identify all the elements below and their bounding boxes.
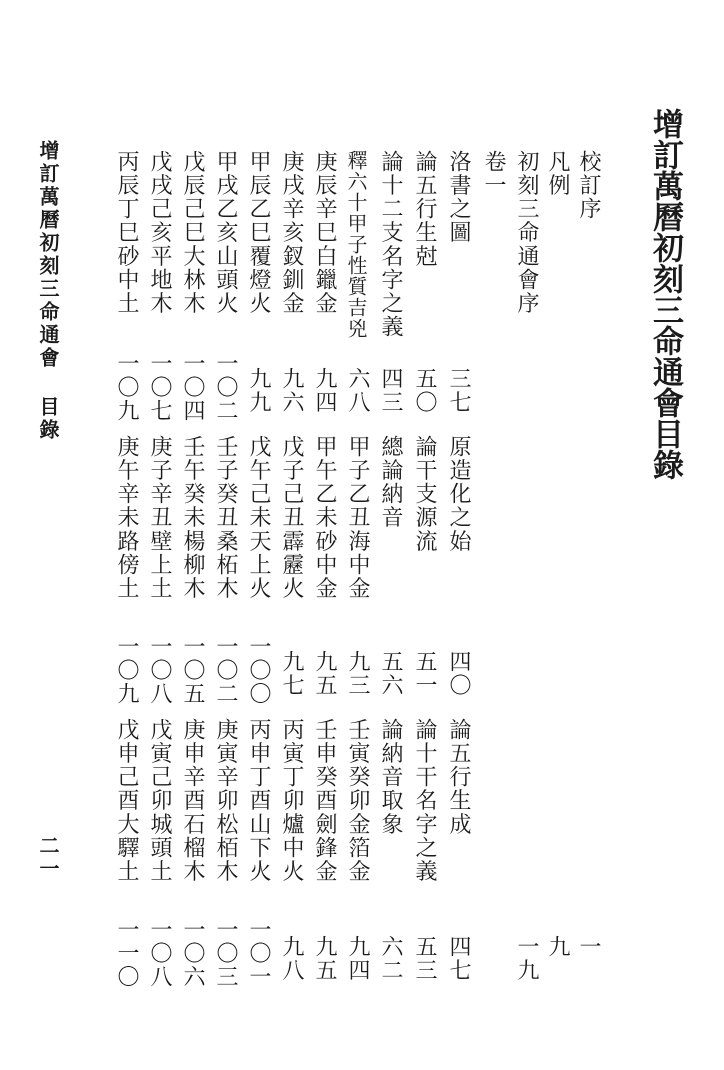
toc-entry-label: 庚寅辛卯松栢木: [213, 718, 238, 884]
toc-page-number: 九五: [312, 650, 337, 698]
toc-page-number: 六二: [378, 935, 403, 983]
toc-entry-label: 甲戌乙亥山頭火: [213, 150, 238, 316]
toc-entry-label: 總論納音: [378, 435, 403, 530]
toc-entry-label: 論干支源流: [412, 435, 437, 553]
toc-entry-label: 壬寅癸卯金箔金: [345, 718, 370, 884]
toc-page-number: 一〇五: [180, 635, 205, 706]
toc-page-number: 九八: [279, 935, 304, 983]
toc-entry-label: 庚辰辛巳白鑞金: [312, 150, 337, 316]
toc-page-number: 九九: [246, 367, 271, 415]
toc-page-number: 一〇八: [147, 918, 172, 989]
toc-page-number: 九四: [312, 367, 337, 415]
toc-entry-label: 壬子癸丑桑柘木: [213, 435, 238, 601]
toc-page-number: 一〇七: [147, 352, 172, 423]
toc-page-number: 一〇六: [180, 918, 205, 989]
toc-entry-label: 戊子己丑霹靂火: [279, 435, 304, 601]
toc-page-number: 九三: [345, 650, 370, 698]
toc-entry-label: 論納音取象: [378, 718, 403, 836]
toc-entry-label: 甲午乙未砂中金: [312, 435, 337, 601]
toc-page-number: 九四: [345, 935, 370, 983]
toc-page-number: 四〇: [446, 650, 471, 698]
toc-entry-label: 論五行生尅: [412, 150, 437, 268]
toc-entry-label: 洛書之圖: [446, 150, 471, 245]
toc-entry-label: 凡例: [545, 150, 570, 198]
toc-page-number: 九: [545, 935, 570, 959]
toc-page-number: 五六: [378, 650, 403, 698]
toc-page-number: 五一: [412, 650, 437, 698]
running-footer: [38, 140, 58, 442]
toc-page-number: 一〇二: [213, 352, 238, 423]
toc-entry-label: 戊寅己卯城頭土: [147, 718, 172, 884]
toc-entry-label: 甲辰乙巳覆燈火: [246, 150, 271, 316]
toc-page-number: 一: [576, 935, 601, 959]
toc-entry-label: 戊戌己亥平地木: [147, 150, 172, 316]
toc-entry-label: 庚戌辛亥釵釧金: [279, 150, 304, 316]
toc-entry-label: 丙辰丁巳砂中土: [114, 150, 139, 316]
volume-heading: 卷一: [481, 150, 506, 198]
toc-page-number: 九五: [312, 935, 337, 983]
toc-page-number: 三七: [446, 367, 471, 415]
toc-entry-label: 甲子乙丑海中金: [345, 435, 370, 601]
toc-page-number: 一一〇: [114, 918, 139, 989]
toc-page-number: 四三: [378, 367, 403, 415]
toc-page-number: 五〇: [412, 367, 437, 415]
toc-page-number: 一〇二: [213, 635, 238, 706]
toc-page-number: 六八: [345, 367, 370, 415]
toc-entry-label: 論十干名字之義: [412, 718, 437, 884]
toc-page-number: 九六: [279, 367, 304, 415]
toc-entry-label: 釋六十甲子性質吉兇: [344, 150, 368, 339]
toc-entry-label: 校訂序: [576, 150, 601, 221]
toc-entry-label: 庚子辛丑壁上土: [147, 435, 172, 601]
toc-entry-label: 論十二支名字之義: [378, 150, 403, 339]
toc-entry-label: 原造化之始: [446, 435, 471, 553]
toc-entry-label: 壬申癸酉劍鋒金: [312, 718, 337, 884]
toc-entry-label: 論五行生成: [446, 718, 471, 836]
toc-page-number: 九七: [279, 650, 304, 698]
toc-entry-label: 庚申辛酉石榴木: [180, 718, 205, 884]
toc-page-number: 一〇一: [246, 918, 271, 989]
toc-entry-label: 戊午己未天上火: [246, 435, 271, 601]
toc-entry-label: 庚午辛未路傍土: [114, 435, 139, 601]
toc-page-number: 五三: [412, 935, 437, 983]
page-title: 增訂萬曆初刻三命通會目錄: [647, 108, 683, 480]
toc-entry-label: 戊辰己巳大林木: [180, 150, 205, 316]
toc-page-number: 一〇九: [114, 352, 139, 423]
footer-section: 目錄: [36, 396, 60, 442]
toc-entry-label: 壬午癸未楊柳木: [180, 435, 205, 601]
toc-page-number: 一〇三: [213, 918, 238, 989]
toc-page-number: 一九: [514, 935, 539, 983]
toc-entry-label: 初刻三命通會序: [514, 150, 539, 316]
toc-page-number: 一〇〇: [246, 635, 271, 706]
folio-page-number: 二一: [36, 835, 60, 881]
footer-book-title: 增訂萬曆初刻三命通會: [36, 140, 60, 370]
toc-page-number: 一〇八: [147, 635, 172, 706]
toc-page-number: 一〇九: [114, 635, 139, 706]
toc-entry-label: 丙寅丁卯爐中火: [279, 718, 304, 884]
toc-entry-label: 丙申丁酉山下火: [246, 718, 271, 884]
toc-page-number: 一〇四: [180, 352, 205, 423]
toc-entry-label: 戊申己酉大驛土: [114, 718, 139, 884]
toc-page-number: 四七: [446, 935, 471, 983]
